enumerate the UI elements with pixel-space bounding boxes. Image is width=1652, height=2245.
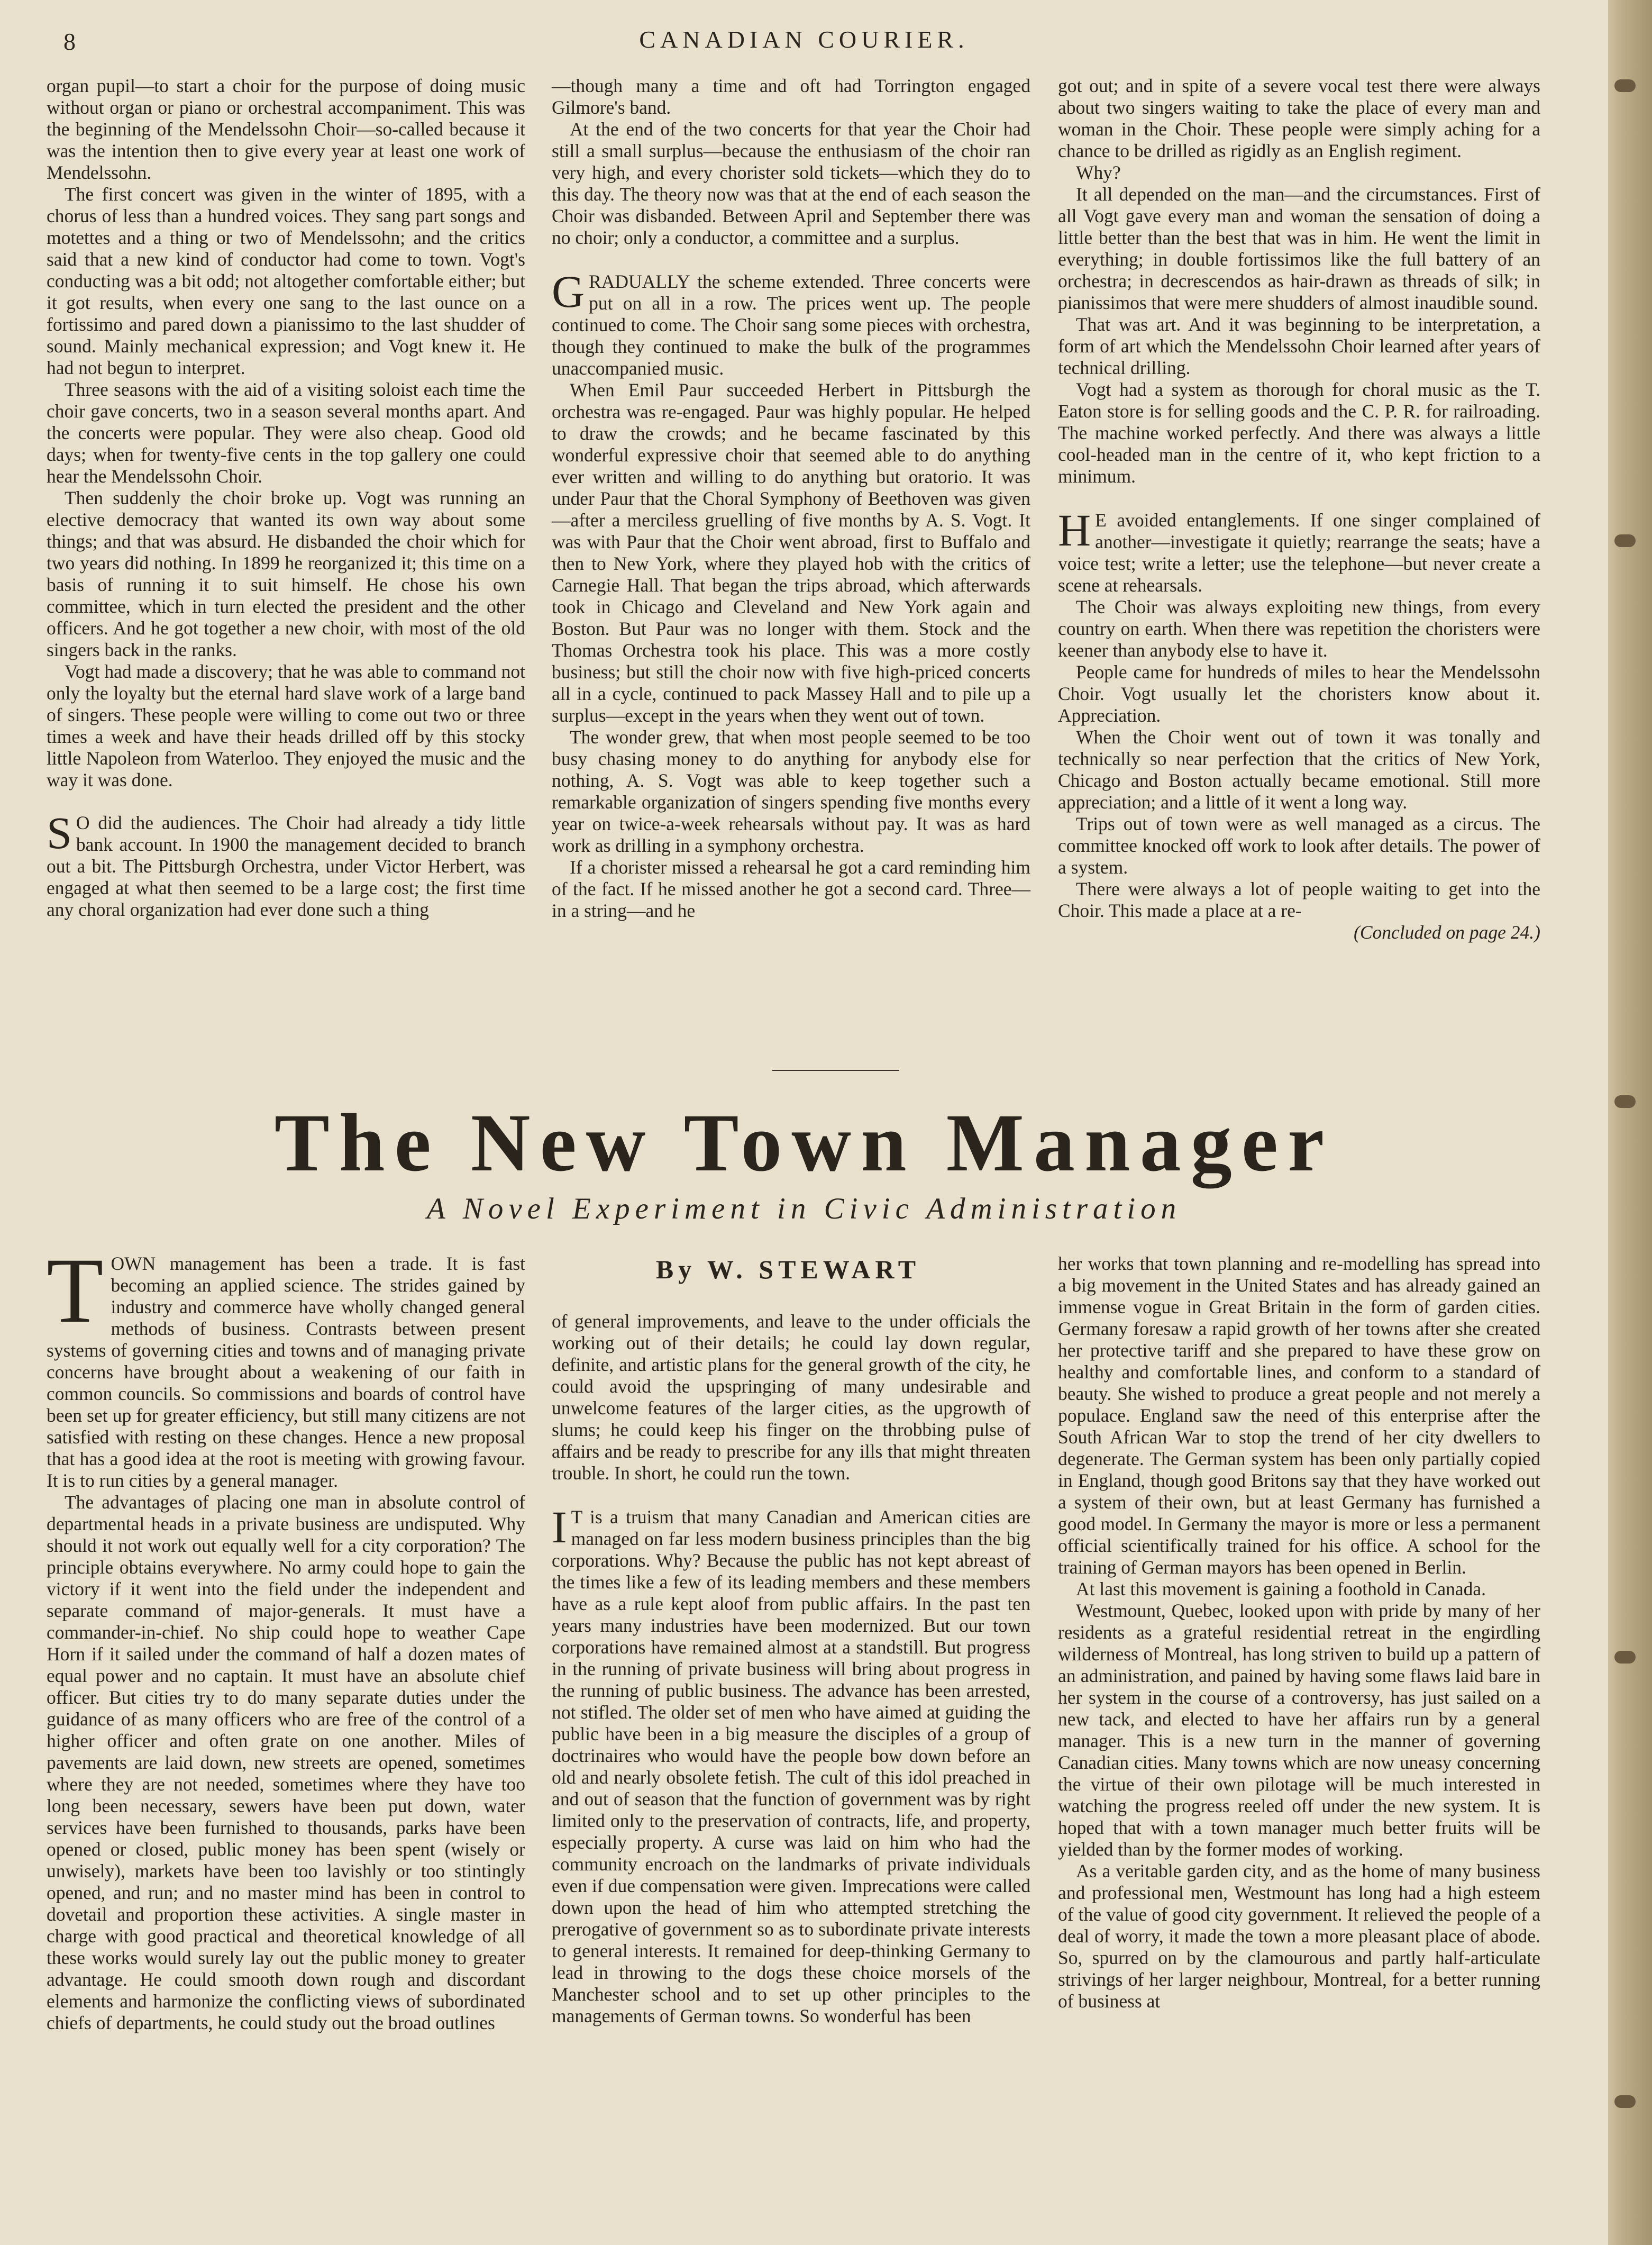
page-number: 8 [63,28,76,55]
paragraph: As a veritable garden city, and as the home of many business and professional men, Westmount has long had a high esteem of the value of good city government. It relieved the people of a deal of worry, it made the town a more pleasant place of abode. So, spurred on by the clamourous and partly half-articulate strivings of her larger neighbour, Montreal, for a better running of business at [1058,1860,1540,2012]
binding-hole [1614,1095,1636,1108]
paragraph: The advantages of placing one man in absolute control of departmental heads in a private business are undisputed. Why should it not work out equally well for a city corporation? The principle obtains everywhere. No army could hope to gain the victory if it went into the field under the independent and separate command of major-generals. It must have a commander-in-chief. No ship could hope to weather Cape Horn if it sailed under the command of half a dozen mates of equal power and no captain. It must have an absolute chief officer. But cities try to do many separate duties under the guidance of as many officers who are free of the control of a higher officer and often grate on one another. Miles of pavements are laid down, new streets are opened, sometimes where they are not needed, sometimes where they have too long been necessary, sewers have been put down, water services have been furnished to thousands, parks have been opened or closed, public money has been spent (wisely or unwisely), markets have been too lavishly or too stintingly opened, and run; and no master mind has been in control to dovetail and proportion these activities. A single master in charge with good practical and theoretical knowledge of all these works would surely lay out the public money to greater advantage. He could smooth down rough and discordant elements and harmonize the conflicting views of subordinated chiefs of departments, he could study out the broad outlines [47,1492,525,2033]
upper-column-2 [552,75,1030,922]
paragraph: Trips out of town were as well managed as a circus. The committee knocked off work to look after details. The power of a system. [1058,813,1540,878]
drop-letter: T [47,1239,104,1342]
paragraph: The wonder grew, that when most people seemed to be too busy chasing money to do anything for anybody else for nothing, A. S. Vogt was able to keep together such a remarkable organization of singers spending five months every year on twice-a-week rehearsals without pay. It was as hard work as drilling in a symphony orchestra. [552,726,1030,856]
paragraph: her works that town planning and re-modelling has spread into a big movement in the United States and has already gained an immense vogue in Great Britain in the form of garden cities. Germany foresaw a rapid growth of her towns after she created her protective tariff and she prepared to have these grow on healthy and comfortable lines, and conform to a standard of beauty. She wished to produce a great people and not merely a populace. England saw the need of this enterprise after the South African War to stop the trend of her city dwellers to degenerate. The German system has been only partially copied in England, though good Britons say that they have worked out a system of their own, but at least Germany has furnished a good model. In Germany the mayor is more or less a permanent official scientifically trained for his office. A school for the training of German mayors has been opened in Berlin. [1058,1253,1540,1578]
article-subtitle: A Novel Experiment in Civic Administration [426,1192,1182,1225]
running-header: CANADIAN COURIER. [639,26,969,53]
paragraph: If a chorister missed a rehearsal he got a card reminding him of the fact. If he missed another he got a second card. Three—in a string—and he [552,857,1030,921]
drop-paragraph: H E avoided entanglements. If one singer complained of another—investigate it quietly; rearrange the seats; have a voice test; write a letter; use the telephone—but never create a scene at rehearsals. [1058,505,1540,596]
paragraph: Why? [1076,162,1121,183]
binding-hole [1614,1651,1636,1664]
upper-column-3 [1058,75,1540,943]
paragraph: Westmount, Quebec, looked upon with pride by many of her residents as a grateful residential retreat in the engirdling wilderness of Montreal, has long striven to build up a pattern of an administration, and pained by having some flaws laid bare in her system in the course of a controversy, has just sailed on a new tack, and elected to have her affairs run by a general manager. This is a new turn in the manner of governing Canadian cities. Many towns which are now uneasy concerning the virtue of their own pilotage will be much interested in watching the progress reeled off under the new system. It is hoped that with a town manager much better fruits will be yielded than by the former modes of working. [1058,1600,1540,1860]
paragraph: Then suddenly the choir broke up. Vogt was running an elective democracy that wanted its own way about some things; and that was absurd. He disbanded the choir which for two years did nothing. In 1899 he reorganized it; this time on a basis of running it to suit himself. He chose his own committee, which in turn elected the president and the other officers. And he got together a new choir, with most of the old singers back in the ranks. [47,487,525,660]
upper-column-1 [47,75,525,921]
paragraph: of general improvements, and leave to the under officials the working out of their details; he could lay down regular, definite, and artistic plans for the general growth of the city, he could avoid the upspringing of many undesirable and unwelcome features of the larger cities, as the upgrowth of slums; he could keep his finger on the throbbing pulse of affairs and be ready to prescribe for any ills that might threaten trouble. In short, he could run the town. [552,1311,1030,1484]
paragraph: Vogt had a system as thorough for choral music as the T. Eaton store is for selling goods and the C. P. R. for railroading. The machine worked perfectly. And there was always a little cool-headed man in the centre of it, who kept friction to a minimum. [1058,379,1540,487]
paragraph: There were always a lot of people waiting to get into the Choir. This made a place at a re- [1058,878,1540,921]
drop-letter: I [552,1502,567,1552]
paragraph: At last this movement is gaining a foothold in Canada. [1076,1578,1486,1599]
binding-hole [1614,2095,1636,2108]
byline: By W. STEWART [655,1255,921,1284]
article-column-2 [552,1311,1030,2027]
paragraph: —though many a time and oft had Torrington engaged Gilmore's band. [552,75,1030,118]
article-title: The New Town Manager [274,1097,1334,1188]
paragraph: When the Choir went out of town it was tonally and technically so near perfection that the critics of New York, Chicago and Boston actually became emotional. Still more appreciation; and a little of it went a long way. [1058,726,1540,813]
binding-hole [1614,79,1636,92]
paragraph: Vogt had made a discovery; that he was able to command not only the loyalty but the eternal hard slave work of a large band of singers. These people were willing to come out two or three times a week and have their heads drilled off by this stocky little Napoleon from Waterloo. They enjoyed the music and the way it was done. [47,661,525,790]
article-column-1 [47,1239,525,2034]
binding-hole [1614,534,1636,547]
drop-letter: S [47,807,72,858]
drop-letter: G [552,266,585,317]
paragraph: got out; and in spite of a severe vocal test there were always about two singers waiting to take the place of every man and woman in the Choir. These people were simply aching for a chance to be drilled as rigidly as an English regiment. [1058,75,1540,161]
article-column-3 [1058,1253,1540,2012]
paragraph: People came for hundreds of miles to hear the Mendelssohn Choir. Vogt usually let the choristers know about it. Appreciation. [1058,661,1540,726]
opening-paragraph: TOWN management has been a trade. It is fast becoming an applied science. The strides gained by industry and commerce have wholly changed general methods of business. Contrasts between present systems of governing cities and towns and of managing private concerns have brought about a weakening of our faith in common councils. So commissions and boards of control have been set up for greater efficiency, but still many citizens are not satisfied with resting on these changes. Hence a new proposal that has a good idea at the root is meeting with growing favour. It is to run cities by a general manager. [47,1239,525,1491]
drop-paragraph: GRADUALLY the scheme extended. Three concerts were put on all in a row. The prices went up. The people continued to come. The Choir sang some pieces with orchestra, though they continued to make the bulk of the programmes unaccompanied music. [552,266,1030,379]
paragraph: It all depended on the man—and the circumstances. First of all Vogt gave every man and woman the sensation of doing a little better than the best that was in him. He went the limit in everything; in double fortissimos like the full battery of an orchestra; in decrescendos as hair-drawn as threads of silk; in pianissimos that were mere shudders of almost inaudible sound. [1058,184,1540,313]
concluded-note: (Concluded on page 24.) [1354,922,1540,943]
paragraph: At the end of the two concerts for that year the Choir had still a small surplus—because the enthusiasm of the choir ran very high, and every chorister sold tickets—which they do to this day. The theory now was that at the end of each season the Choir was disbanded. Between April and September there was no choir; only a conductor, a committee and a surplus. [552,119,1030,248]
page-binding-edge [1608,0,1652,2245]
paragraph: organ pupil—to start a choir for the purpose of doing music without organ or piano or orchestral accompaniment. This was the beginning of the Mendelssohn Choir—so-called because it was the intention then to give every year at least one work of Mendelssohn. [47,75,525,183]
paragraph: When Emil Paur succeeded Herbert in Pittsburgh the orchestra was re-engaged. Paur was highly popular. He helped to draw the crowds; and he became fascinated by this wonderful expressive choir that seemed able to do anything ever written and willing to do anything but oratorio. It was under Paur that the Choral Symphony of Beethoven was given—after a merciless gruelling of five months by A. S. Vogt. It was with Paur that the Choir went abroad, first to Buffalo and then to New York, where they played hob with the critics of Carnegie Hall. That began the trips abroad, which afterwards took in Chicago and Cleveland and New York again and Boston. But Paur was no longer with them. Stock and the Thomas Orchestra took his place. This was a more costly business; but still the choir now with five high-priced concerts all in a cycle, continued to pack Massey Hall and to pile up a surplus—except in the years when they went out of town. [552,379,1030,726]
drop-letter: H [1058,505,1091,556]
paragraph: The first concert was given in the winter of 1895, with a chorus of less than a hundred voices. They sang part songs and motettes and a thing or two of Mendelssohn; and the critics said that a new kind of conductor had come to town. Vogt's conducting was a bit odd; not altogether comfortable either; but it got results, when every one sang to the last ounce on a fortissimo and pared down a pianissimo to the last shudder of sound. Mainly mechanical expression; and Vogt knew it. He had not begun to interpret. [47,184,525,378]
drop-paragraph: I T is a truism that many Canadian and American cities are managed on far less modern business principles than the big corporations. Why? Because the public has not kept abreast of the times like a few of its leading members and these members have as a rule kept aloof from public affairs. In the past ten years many industries have been modernized. But our town corporations have remained almost at a standstill. But progress in the running of private business will bring about progress in the running of public business. The advance has been arrested, not stifled. The older set of men who have aimed at guiding the public have been in a big measure the disciples of a group of doctrinaires who would have the people bow down before an old and nearly obsolete fetish. The cult of this idol preached in and out of season that the function of government was by right limited only to the preservation of contracts, life, and property, especially property. A curse was laid on him who had the community encroach on the landmarks of private individuals even if due compensation were given. Imprecations were called down upon the head of him who attempted stretching the prerogative of government so as to subordinate private interests to general interests. It remained for deep-thinking Germany to lead in throwing to the dogs these choice morsels of the Manchester school and to set up other principles to the managements of German towns. So wonderful has been [552,1502,1030,2026]
paragraph: That was art. And it was beginning to be interpretation, a form of art which the Mendelssohn Choir learned after years of technical drilling. [1058,314,1540,378]
divider-rule [772,1070,899,1071]
paragraph: The Choir was always exploiting new things, from every country on earth. When there was repetition the choristers were keener than anybody else to have it. [1058,596,1540,661]
drop-paragraph: S O did the audiences. The Choir had already a tidy little bank account. In 1900 the management decided to branch out a bit. The Pittsburgh Orchestra, under Victor Herbert, was engaged at what then seemed to be a large cost; the first time any choral organization had ever done such a thing [47,807,525,920]
paragraph: Three seasons with the aid of a visiting soloist each time the choir gave concerts, two in a season several months apart. And the concerts were popular. They were also cheap. Good old days; when for twenty-five cents in the top gallery one could hear the Mendelssohn Choir. [47,379,525,487]
